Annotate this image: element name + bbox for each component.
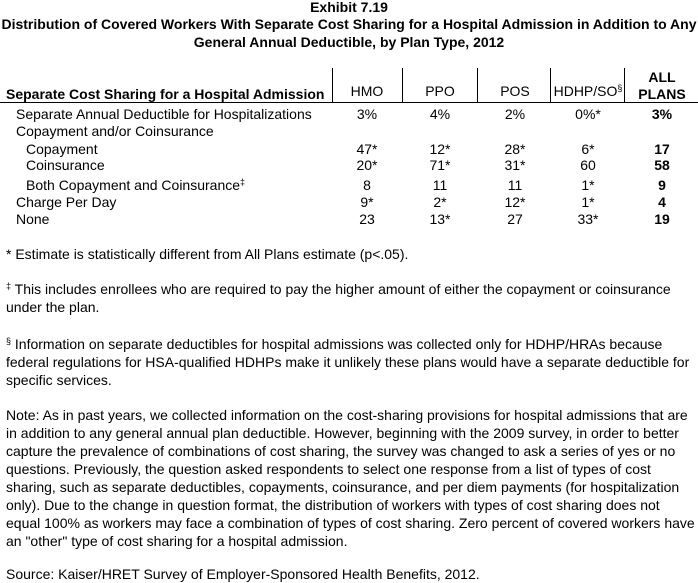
- table-row: [0, 177, 698, 194]
- cell-ppo: 71*: [429, 157, 451, 173]
- cell-hdhp: 1*: [581, 194, 595, 210]
- cell-hmo: 23: [359, 211, 375, 227]
- cell-hdhp: 0%*: [575, 106, 601, 122]
- cell-all-plans: 3%: [651, 106, 673, 122]
- all-plans-line-2: PLANS: [638, 86, 686, 102]
- methodology-note: Note: As in past years, we collected information on the cost-sharing provisions for hospital admissions that are in addition to any general annual plan deductible. However, beginning with the 2009 survey, in order to better capture the prevalence of combinations of cost sharing, the survey was changed to ask a series of yes or no questions. Previously, the question asked respondents to select one response from a list of types of cost sharing, such as separate deductibles, copayments, coinsurance, and per diem payments (for hospitalization only). Due to the change in question format, the distribution of workers with types of cost sharing does not equal 100% as workers may face a combination of types of cost sharing. Zero percent of covered workers have an "other" type of cost sharing for a hospital admission.: [6, 407, 695, 549]
- column-header-hdhp: [550, 83, 626, 99]
- row-label: Coinsurance: [26, 157, 105, 173]
- double-dagger-mark: ‡: [240, 177, 246, 187]
- cell-ppo: 11: [432, 177, 448, 193]
- double-dagger-mark: ‡: [6, 281, 12, 291]
- row-label: [26, 177, 245, 194]
- cell-ppo: 2*: [433, 194, 447, 210]
- hdhp-label: HDHP/SO: [553, 83, 618, 99]
- table-row: [0, 157, 698, 174]
- cell-all-plans: 19: [654, 211, 670, 227]
- cell-pos: 2%: [504, 106, 526, 122]
- table-row: [0, 194, 698, 211]
- row-label: Copayment and/or Coinsurance: [16, 123, 214, 139]
- cell-pos: 11: [507, 177, 523, 193]
- row-label: None: [16, 211, 50, 227]
- row-label-text: Both Copayment and Coinsurance: [26, 177, 241, 193]
- cell-pos: 31*: [504, 157, 526, 173]
- column-header-all-plans: [624, 69, 698, 103]
- asterisk-note: * Estimate is statistically different from All Plans estimate (p<.05).: [6, 246, 409, 262]
- table-row: [0, 141, 698, 158]
- table-row: [0, 123, 698, 140]
- cell-ppo: 4%: [429, 106, 451, 122]
- cell-hmo: 20*: [356, 157, 378, 173]
- row-label: Separate Annual Deductible for Hospitalizations: [16, 106, 312, 122]
- title-line-2: General Annual Deductible, by Plan Type, 2012: [193, 34, 505, 50]
- cell-all-plans: 9: [658, 177, 666, 193]
- exhibit-label: Exhibit 7.19: [310, 0, 388, 15]
- section-mark: §: [6, 336, 12, 346]
- header-rule: [0, 102, 698, 103]
- cell-hmo: 8: [363, 177, 371, 193]
- cell-hmo: 47*: [356, 141, 378, 157]
- column-header-pos: POS: [500, 83, 530, 99]
- row-header: Separate Cost Sharing for a Hospital Admission: [6, 86, 325, 102]
- cell-all-plans: 4: [658, 194, 666, 210]
- cell-pos: 28*: [504, 141, 526, 157]
- table-row: [0, 106, 698, 123]
- cell-all-plans: 17: [654, 141, 670, 157]
- title-line-1: Distribution of Covered Workers With Separate Cost Sharing for a Hospital Admission in Addition to Any: [1, 16, 697, 32]
- row-label: Charge Per Day: [16, 194, 117, 210]
- cell-hmo: 3%: [356, 106, 378, 122]
- cell-hdhp: 33*: [577, 211, 599, 227]
- section-note: [6, 335, 696, 389]
- source-note: Source: Kaiser/HRET Survey of Employer-Sponsored Health Benefits, 2012.: [6, 566, 480, 582]
- cell-all-plans: 58: [654, 157, 670, 173]
- column-header-hmo: HMO: [350, 83, 384, 99]
- section-mark: §: [617, 83, 623, 93]
- row-label: Copayment: [26, 141, 98, 157]
- all-plans-line-1: ALL: [648, 69, 676, 85]
- cell-ppo: 13*: [429, 211, 451, 227]
- cell-hdhp: 6*: [581, 141, 595, 157]
- double-dagger-note-text: This includes enrollees who are required to pay the higher amount of either the copayment or coinsurance under the plan.: [6, 281, 671, 315]
- cell-hmo: 9*: [360, 194, 374, 210]
- section-note-text: Information on separate deductibles for hospital admissions was collected only for HDHP/HRAs because federal regulations for HSA-qualified HDHPs make it unlikely these plans would have a separate deductible for specific services.: [6, 336, 690, 388]
- column-header-ppo: PPO: [425, 83, 455, 99]
- cell-pos: 27: [507, 211, 523, 227]
- cell-hdhp: 1*: [581, 177, 595, 193]
- cell-pos: 12*: [504, 194, 526, 210]
- table-row: [0, 211, 698, 228]
- double-dagger-note: [6, 280, 696, 316]
- cell-hdhp: 60: [580, 157, 596, 173]
- cell-ppo: 12*: [429, 141, 451, 157]
